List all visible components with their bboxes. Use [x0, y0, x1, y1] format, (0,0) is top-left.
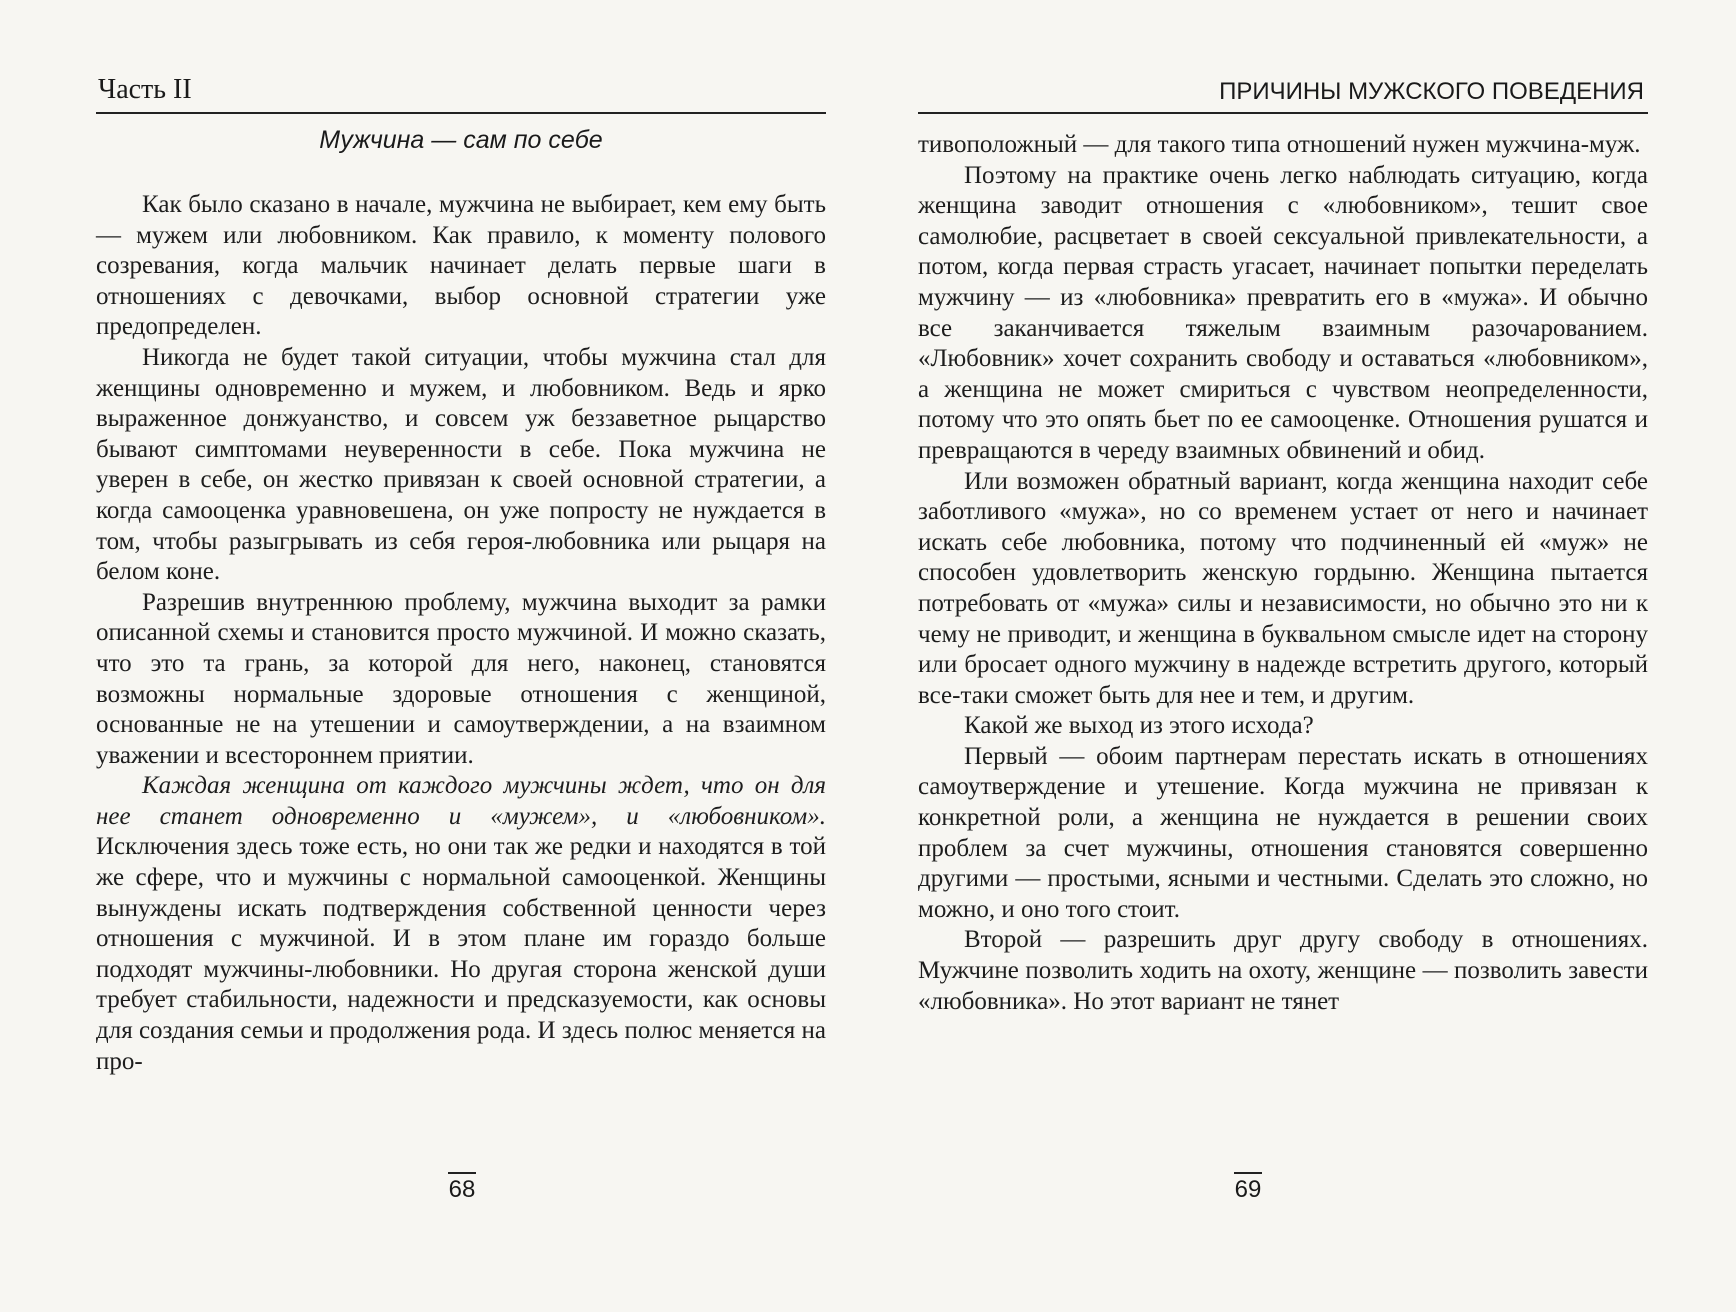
page-number-left: 68	[432, 1176, 492, 1204]
right-page	[918, 0, 1648, 1312]
page-number-right: 69	[1218, 1176, 1278, 1204]
left-page	[96, 0, 826, 1312]
chapter-title: ПРИЧИНЫ МУЖСКОГО ПОВЕДЕНИЯ	[1219, 78, 1644, 105]
running-head-left	[96, 64, 826, 114]
left-page-text	[96, 190, 826, 1077]
paragraph: Поэтому на практике очень легко наблюдать ситуацию, когда женщина заводит отношения с «любовником», тешит свое самолюбие, расцветает в своей сексуальной привлекательности, а потом, когда первая страсть угасает, начинает попытки переделать мужчину — из «любовника» превратить его в «мужа». И обычно все заканчивается тяжелым взаимным разочарованием. «Любовник» хочет сохранить свободу и оставаться «любовником», а женщина не может смириться с чувством неопределенности, потому что это опять бьет по ее самооценке. Отношения рушатся и превращаются в череду взаимных обвинений и обид.	[918, 161, 1648, 464]
paragraph: Первый — обоим партнерам перестать искать в отношениях самоутверждение и утешение. Когда мужчина не привязан к конкретной роли, а женщина не нуждается в решении своих проблем за счет мужчины, отношения становятся совершенно другими — простыми, ясными и честными. Сделать это сложно, но можно, и оно того стоит.	[918, 742, 1648, 923]
paragraph: Как было сказано в начале, мужчина не выбирает, кем ему быть — мужем или любовником. Как правило, к моменту полового созревания, когда мальчик начинает делать первые шаги в отношениях с девочками, выбор основной стратегии уже предопределен.	[96, 191, 826, 341]
right-page-text	[918, 130, 1648, 1017]
paragraph: Какой же выход из этого исхода?	[964, 712, 1314, 740]
emphasis-text: Каждая женщина от каждого мужчины ждет, что он для нее станет одновременно и «мужем», и «любовником».	[96, 772, 826, 830]
section-title: Мужчина — сам по себе	[319, 126, 603, 154]
paragraph: Разрешив внутреннюю проблему, мужчина выходит за рамки описанной схемы и становится просто мужчиной. И можно сказать, что это та грань, за которой для него, наконец, становятся возможны нормальные здоровые отношения с женщиной, основанные не на утешении и самоутверждении, а на взаимном уважении и всестороннем приятии.	[96, 588, 826, 769]
paragraph: Или возможен обратный вариант, когда женщина находит себе заботливого «мужа», но со временем устает от него и начинает искать себе любовника, потому что подчиненный ей «муж» не способен удовлетворить женскую гордыню. Женщина пытается потребовать от «мужа» силы и независимости, но обычно это ни к чему не приводит, и женщина в буквальном смысле идет на сторону или бросает одного мужчину в надежде встретить другого, который все-таки сможет быть для нее и тем, и другим.	[918, 467, 1648, 709]
emphasis-paragraph	[96, 771, 826, 1077]
continued-paragraph: тивоположный — для такого типа отношений нужен мужчина-муж.	[918, 131, 1641, 158]
paragraph: Никогда не будет такой ситуации, чтобы мужчина стал для женщины одновременно и мужем, и любовником. Ведь и ярко выраженное донжуанство, и совсем уж беззаветное рыцарство бывают симптомами неуверенности в себе. Пока мужчина не уверен в себе, он жестко привязан к своей основной стратегии, а когда самооценка уравновешена, он уже попросту не нуждается в том, чтобы разыгрывать из себя героя-любовника или рыцаря на белом коне.	[96, 343, 826, 586]
emphasis-tail: Исключения здесь тоже есть, но они так же редки и находятся в той же сфере, что и мужчины с нормальной самооценкой. Женщины вынуждены искать подтверждения собственной ценности через отношения с мужчиной. И в этом плане им гораздо больше подходят мужчины-любовники. Но другая сторона женской души требует стабильности, надежности и предсказуемости, как основы для создания семьи и продолжения рода. И здесь полюс меняется на про-	[96, 833, 826, 1075]
paragraph: Второй — разрешить друг другу свободу в отношениях. Мужчине позволить ходить на охоту, женщине — позволить завести «любовника». Но этот вариант не тянет	[918, 926, 1648, 1015]
part-label: Часть II	[98, 74, 192, 105]
running-head-right	[918, 64, 1648, 114]
